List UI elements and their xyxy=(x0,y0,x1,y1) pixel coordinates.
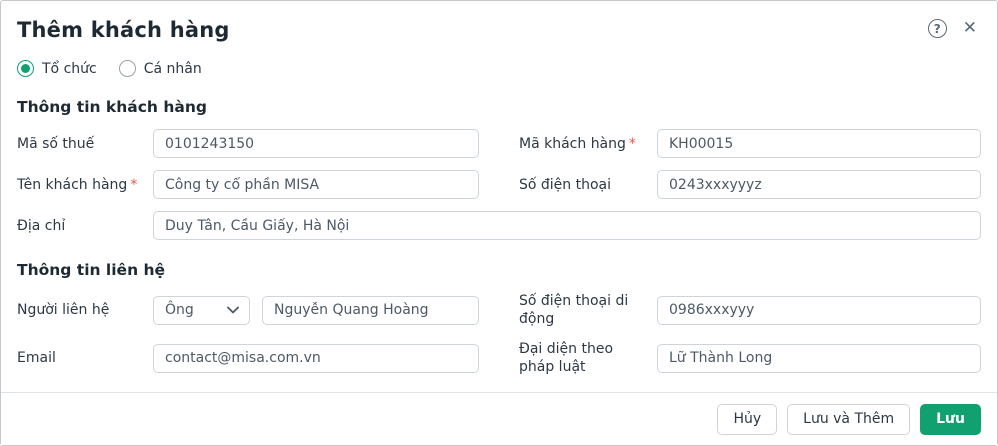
chevron-down-icon xyxy=(227,306,239,314)
address-label: Địa chỉ xyxy=(17,217,66,234)
cancel-button[interactable]: Hủy xyxy=(717,404,777,435)
form-row-2 xyxy=(1,170,997,199)
contact-title-select[interactable] xyxy=(153,296,250,325)
section-heading-contact-info: Thông tin liên hệ xyxy=(17,261,166,279)
form-row-3 xyxy=(1,211,997,240)
customer-type-radio-group xyxy=(1,60,997,77)
dialog-footer xyxy=(1,392,997,445)
radio-organization-icon xyxy=(17,60,34,77)
phone-field[interactable] xyxy=(657,170,981,199)
radio-individual-icon xyxy=(119,60,136,77)
customer-name-label: Tên khách hàng * xyxy=(17,176,138,193)
email-field[interactable] xyxy=(153,344,479,373)
required-marker: * xyxy=(628,135,636,152)
form-row-5 xyxy=(1,340,997,376)
page-title: Thêm khách hàng xyxy=(17,18,230,42)
radio-individual-label: Cá nhân xyxy=(143,60,202,77)
dialog-header xyxy=(1,1,997,43)
save-and-add-button[interactable]: Lưu và Thêm xyxy=(787,404,910,435)
help-icon[interactable]: ? xyxy=(928,19,947,38)
close-icon[interactable]: ✕ xyxy=(962,18,977,38)
form-row-1 xyxy=(1,129,997,158)
mobile-label: Số điện thoại di động xyxy=(519,293,629,327)
section-heading-customer-info: Thông tin khách hàng xyxy=(17,98,207,116)
radio-individual[interactable] xyxy=(119,60,202,77)
form-row-4 xyxy=(1,292,997,328)
contact-person-label: Người liên hệ xyxy=(17,302,110,318)
radio-organization-label: Tổ chức xyxy=(42,60,97,77)
address-field[interactable] xyxy=(153,211,981,240)
phone-label: Số điện thoại xyxy=(519,176,612,193)
email-label: Email xyxy=(17,350,56,366)
legal-representative-label: Đại diện theo pháp luật xyxy=(519,341,614,375)
contact-name-field[interactable] xyxy=(262,296,479,325)
mobile-field[interactable] xyxy=(657,296,981,325)
header-icons xyxy=(928,19,977,38)
required-marker: * xyxy=(130,176,138,193)
tax-code-label: Mã số thuế xyxy=(17,135,95,152)
customer-name-field[interactable] xyxy=(153,170,479,199)
tax-code-field[interactable] xyxy=(153,129,479,158)
contact-person-inputs xyxy=(153,296,479,325)
customer-code-field[interactable] xyxy=(657,129,981,158)
customer-code-label: Mã khách hàng * xyxy=(519,135,636,152)
radio-organization[interactable] xyxy=(17,60,97,77)
contact-title-value: Ông xyxy=(165,302,194,318)
save-button[interactable]: Lưu xyxy=(920,404,981,435)
legal-representative-field[interactable] xyxy=(657,344,981,373)
